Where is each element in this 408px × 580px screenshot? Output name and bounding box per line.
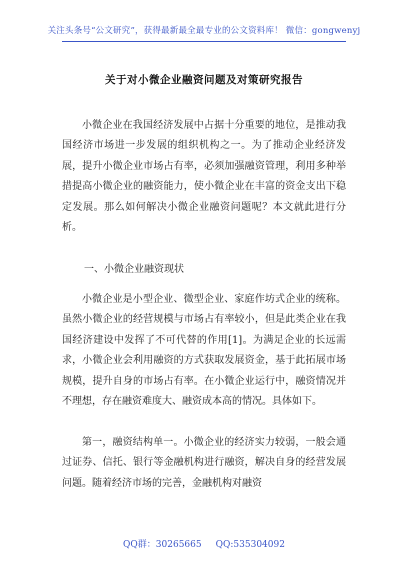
footer-contact (0, 537, 408, 550)
paragraph-financing-status: 小微企业是小型企业、微型企业、家庭作坊式企业的统称。虽然小微企业的经营规模与市场占有率较小，但是此类企业在我国经济建设中发挥了不可代替的作用[1]。为满足企业的长远需求，小微企业会利用融资的方式获取发展资金，基于此拓展市场规模，提升自身的市场占有率。在小微企业运行中，融资情况并不理想，存在融资难度大、融资成本高的情况。具体如下。 (62, 294, 346, 408)
paragraph-financing-structure: 第一，融资结构单一。小微企业的经济实力较弱，一般会通过证券、信托、银行等金融机构进行融资，解决自身的经营发展问题。随着经济市场的完善，金融机构对融资 (62, 437, 346, 489)
header-divider (62, 41, 346, 42)
footer-qq-group: QQ群：30265665 (123, 540, 202, 550)
section-heading: 一、小微企业融资现状 (84, 264, 184, 275)
paragraph-intro: 小微企业在我国经济发展中占据十分重要的地位，是推动我国经济市场进一步发展的组织机构之一。为了推动企业经济发展，提升小微企业市场占有率，必须加强融资管理，利用多种举措提高小微企业的融资能力，使小微企业在丰富的资金支出下稳定发展。那么如何解决小微企业融资问题呢？本文就此进行分析。 (62, 120, 346, 234)
document-title: 关于对小微企业融资问题及对策研究报告 (105, 74, 303, 86)
header-banner: 关注头条号“公文研究”，获得最新最全最专业的公文资料库！ 微信：gongwenyj (47, 26, 361, 36)
footer-qq: QQ:535304092 (215, 540, 285, 550)
